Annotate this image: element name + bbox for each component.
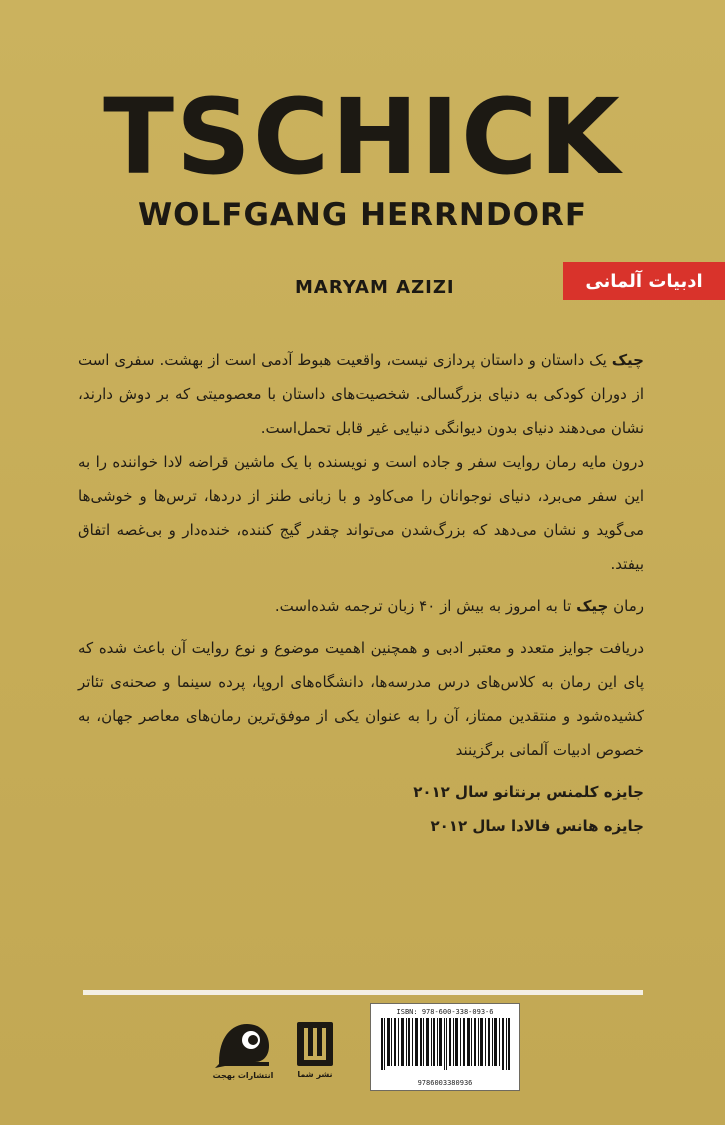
book-title: TSCHICK: [103, 76, 622, 198]
blurb-paragraph-1-text: یک داستان و داستان پردازی نیست، واقعیت هبوط آدمی است از بهشت. سفری است از دوران کودکی به دنیای بزرگسالی. شخصیت‌های داستان با معصومیتی که بر دوش دارند، نشان می‌دهند دنیای بدون دیوانگی دنیایی غیر قابل تحمل‌است.: [78, 351, 644, 437]
book-name-fa: چیک: [611, 351, 644, 369]
divider-line: [83, 990, 643, 995]
author-name: WOLFGANG HERRNDORF: [137, 197, 588, 233]
blurb-paragraph-3-pre: رمان: [608, 597, 644, 615]
publisher-behjat-logo: [213, 1018, 273, 1093]
publisher-shama-logo-icon: [295, 1020, 335, 1070]
series-badge: ادبیات آلمانی: [563, 262, 725, 300]
isbn-barcode: [370, 1003, 520, 1091]
publisher-shama-label: نشر شما: [297, 1070, 333, 1079]
blurb-paragraph-3-text: تا به امروز به بیش از ۴۰ زبان ترجمه شده‌است.: [274, 597, 577, 615]
isbn-text: ISBN: 978-600-338-093-6: [396, 1008, 494, 1016]
book-name-fa-2: چیک: [576, 597, 609, 615]
award-1: جایزه کلمنس برنتانو سال ۲۰۱۲: [413, 783, 644, 801]
blurb-paragraph-1: [78, 343, 644, 445]
blurb: [78, 343, 644, 843]
blurb-paragraph-4: دریافت جوایز متعدد و معتبر ادبی و همچنین اهمیت موضوع و نوع روایت آن باعث شده که پای این رمان به کلاس‌های درس مدرسه‌ها، دانشگاه‌های اروپا، پرده سینما و صحنه‌ی تئاتر کشیده‌شود و منتقدین ممتاز، آن را به عنوان یکی از موفق‌ترین رمان‌های معاصر جهان، به خصوص ادبیات آلمانی برگزینند: [78, 639, 644, 759]
blurb-paragraph-2: درون مایه رمان روایت سفر و جاده است و نویسنده با یک ماشین قراضه لادا خواننده را به این سفر می‌برد، دنیای نوجوانان را می‌کاود و با زبانی طنز از دردها، ترس‌ها و خوشی‌ها می‌گوید و نشان می‌دهد که بزرگ‌شدن می‌تواند چقدر گیج کننده، خنده‌دار و بی‌غصه اتفاق بیفتد.: [78, 453, 644, 573]
publisher-shama-logo: [295, 1020, 335, 1090]
publisher-behjat-bird-logo-icon: [213, 1018, 273, 1070]
blurb-paragraph-3: [78, 589, 644, 623]
barcode-icon: [381, 1018, 511, 1070]
translator-name: MARYAM AZIZI: [295, 277, 455, 298]
award-2: جایزه هانس فالادا سال ۲۰۱۲: [430, 817, 644, 835]
barcode-number: 9786003380936: [417, 1079, 473, 1087]
publisher-behjat-label: انتشارات بهجت: [212, 1071, 274, 1080]
